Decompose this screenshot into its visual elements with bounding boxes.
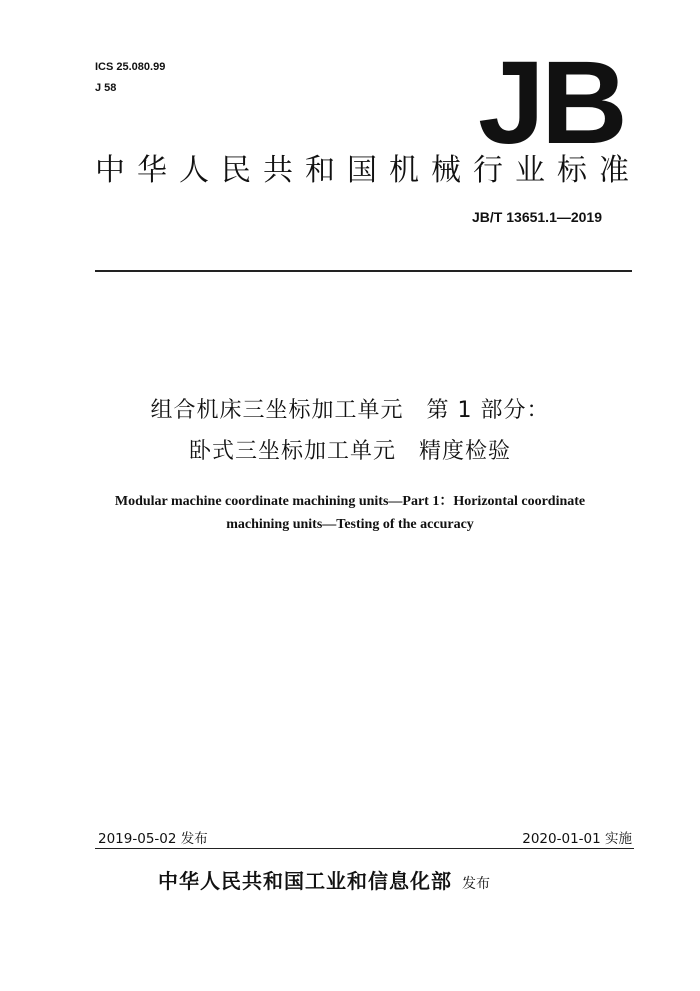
issuer-suffix: 发布 [462,876,490,892]
standard-number: JB/T 13651.1—2019 [472,209,602,225]
jb-logo: JB [478,37,624,169]
standard-category-title: 中华人民共和国机械行业标准 [95,153,641,188]
ccs-code: J 58 [95,82,117,94]
english-title-line-1: Modular machine coordinate machining units—Part 1：Horizontal coordinate [114,494,586,509]
chinese-title-line-1: 组合机床三坐标加工单元 第 1 部分： [150,398,550,423]
issuer-name: 中华人民共和国工业和信息化部 [158,869,452,893]
header-divider [95,270,632,272]
effective-date: 2020-01-01 实施 [522,831,632,847]
footer-divider [95,848,634,849]
issue-date: 2019-05-02 发布 [98,831,208,847]
ics-code: ICS 25.080.99 [95,61,166,73]
issuing-authority [158,865,490,894]
chinese-title-line-2: 卧式三坐标加工单元 精度检验 [188,439,511,464]
english-title-line-2: machining units—Testing of the accuracy [226,517,474,532]
